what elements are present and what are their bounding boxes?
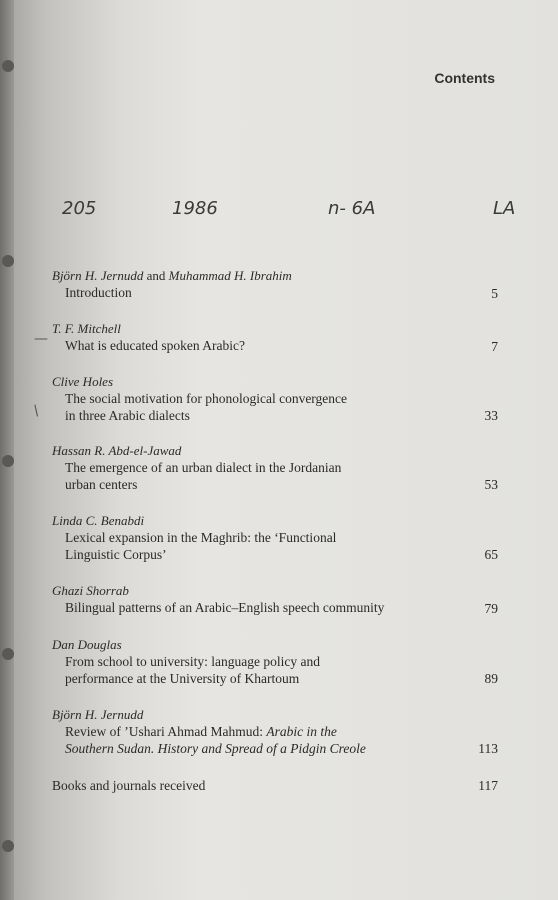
entry-title: From school to university: language policy and (65, 654, 320, 669)
entry-title: urban centers (65, 477, 138, 492)
entry-title: The social motivation for phonological convergence (65, 391, 348, 406)
handwritten-volume: 205 (62, 198, 97, 219)
pencil-tick-mark: / (30, 402, 43, 420)
entry-page-number: 53 (484, 477, 498, 492)
entry-title: Introduction (65, 285, 132, 300)
toc-entry[interactable] (52, 321, 500, 355)
entry-page-number: 7 (491, 339, 498, 354)
entry-page-number: 89 (484, 671, 498, 686)
punch-hole (2, 648, 14, 660)
entry-author: Björn H. Jernudd (52, 707, 144, 722)
entry-title: Southern Sudan. History and Spread of a Pidgin Creole (65, 741, 366, 756)
pencil-dash-mark: — (34, 331, 48, 347)
entry-author: Hassan R. Abd-el-Jawad (52, 443, 182, 458)
punch-hole (2, 455, 14, 467)
entry-page-number: 5 (491, 286, 498, 301)
entry-page-number: 33 (484, 408, 498, 423)
entry-author: Björn H. Jernudd and Muhammad H. Ibrahim (52, 268, 292, 283)
punch-hole (2, 840, 14, 852)
punch-hole (2, 60, 14, 72)
toc-entry[interactable] (52, 268, 500, 302)
entry-title: What is educated spoken Arabic? (65, 338, 245, 353)
toc-entry[interactable] (52, 374, 500, 424)
entry-title: Linguistic Corpus’ (65, 547, 167, 562)
punch-hole (2, 255, 14, 267)
toc-entry[interactable] (52, 443, 500, 493)
toc-entry[interactable] (52, 707, 500, 757)
handwritten-code: LA (493, 198, 516, 219)
entry-title: performance at the University of Khartoum (65, 671, 300, 686)
toc-entry[interactable] (52, 513, 500, 563)
page-title: Contents (434, 70, 495, 86)
entry-page-number: 79 (484, 601, 498, 616)
toc-entry-books[interactable] (52, 777, 500, 794)
entry-page-number: 117 (478, 778, 498, 793)
binding-edge (0, 0, 14, 900)
entry-title: Bilingual patterns of an Arabic–English speech community (65, 600, 385, 615)
entry-author: Ghazi Shorrab (52, 583, 129, 598)
entry-title: Lexical expansion in the Maghrib: the ‘Functional (65, 530, 337, 545)
entry-page-number: 65 (484, 547, 498, 562)
handwritten-number: n- 6A (328, 198, 376, 219)
entry-title: The emergence of an urban dialect in the Jordanian (65, 460, 342, 475)
entry-title: Books and journals received (52, 778, 206, 793)
entry-author: T. F. Mitchell (52, 321, 121, 336)
handwritten-year: 1986 (172, 198, 218, 219)
toc-entry[interactable] (52, 583, 500, 617)
entry-title: Review of ’Ushari Ahmad Mahmud: Arabic in the (65, 724, 337, 739)
entry-author: Linda C. Benabdi (52, 513, 145, 528)
toc-entry[interactable] (52, 637, 500, 687)
entry-title: in three Arabic dialects (65, 408, 190, 423)
entry-author: Dan Douglas (52, 637, 122, 652)
entry-page-number: 113 (478, 741, 498, 756)
entry-author: Clive Holes (52, 374, 114, 389)
